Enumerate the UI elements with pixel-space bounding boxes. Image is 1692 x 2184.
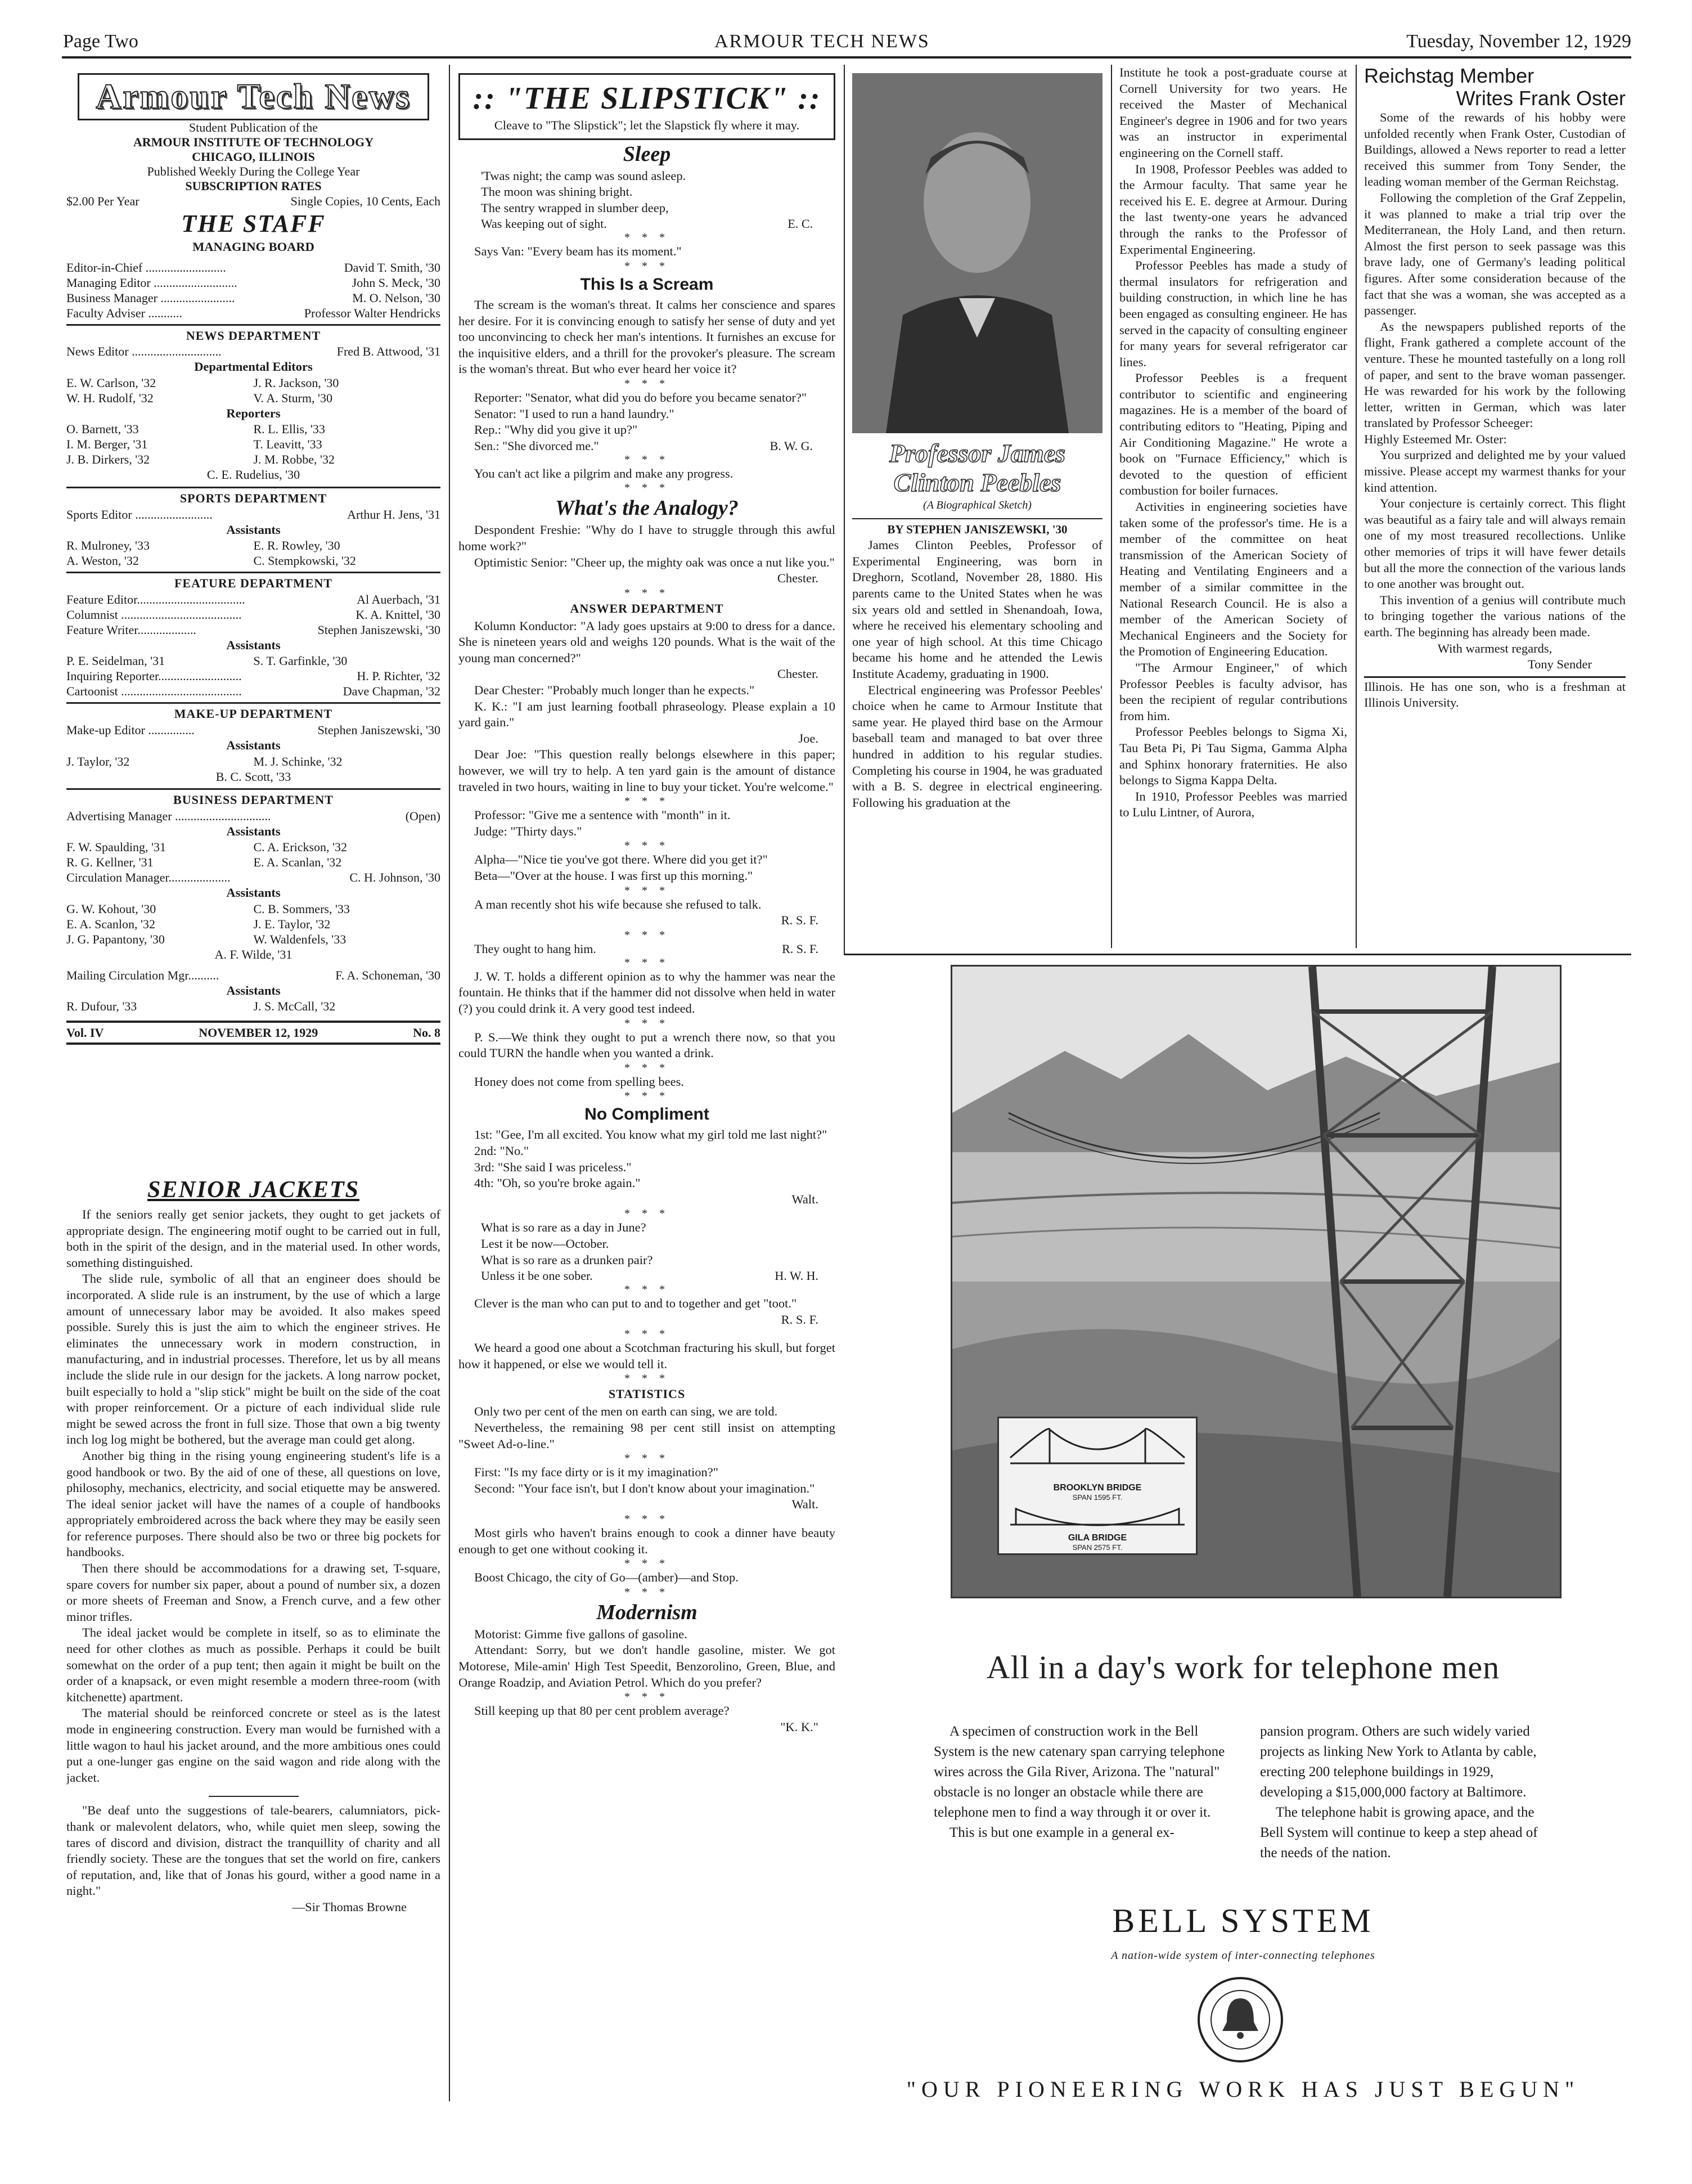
star-divider: * * * bbox=[624, 231, 669, 244]
item: Says Van: "Every beam has its moment." bbox=[474, 244, 682, 259]
star-divider: * * * bbox=[624, 1513, 669, 1526]
masthead-city: CHICAGO, ILLINOIS bbox=[192, 150, 315, 164]
signature: H. W. H. bbox=[775, 1269, 818, 1283]
staff-row: Circulation Manager.................... C. H. Johnson, '30 bbox=[66, 870, 440, 885]
item: Kolumn Konductor: "A lady goes upstairs at 9:00 to dress for a dance. She is nineteen years old and weighs 120 pounds. What is the wait of the young man concerned?" bbox=[458, 618, 835, 665]
subhead: Reporters bbox=[226, 406, 281, 420]
ad-paragraph: pansion program. Others are such widely varied projects as linking New York to Atlanta by cable, erecting 200 telephone buildings in 1929, developing a $15,000,000 factory at Baltimore. bbox=[1260, 1724, 1537, 1800]
biography-paragraph: In 1910, Professor Peebles was married to Lulu Lintner, of Aurora, bbox=[1119, 789, 1347, 820]
continued-text: Illinois. He has one son, who is a freshman at Illinois University. bbox=[1364, 679, 1626, 710]
item: Optimistic Senior: "Cheer up, the mighty oak was once a nut like you." bbox=[474, 555, 835, 569]
staff-pair: J. Taylor, '32 M. J. Schinke, '32 bbox=[66, 754, 343, 769]
column-divider bbox=[1111, 65, 1112, 948]
header-rule bbox=[62, 56, 1631, 59]
item: Second: "Your face isn't, but I don't know about your imagination." bbox=[474, 1481, 815, 1495]
signature: B. W. G. bbox=[770, 438, 813, 453]
editorial-paragraph: The ideal jacket would be complete in itself, so as to eliminate the need for other clothes as much as possible. Perhaps it could be built somewhat on the order of a pup tent; then again it might be built on the order of a knapsack, or even might resemble a modern three-room (with kitchenette) apartment. bbox=[66, 1625, 440, 1704]
staff-row: Inquiring Reporter........................... H. P. Richter, '32 bbox=[66, 669, 440, 684]
star-divider: * * * bbox=[624, 586, 669, 599]
staff-pair: R. G. Kellner, '31 E. A. Scanlan, '32 bbox=[66, 855, 342, 870]
bell-slogan: "OUR PIONEERING WORK HAS JUST BEGUN" bbox=[906, 2077, 1580, 2102]
staff-pair: E. A. Scanlon, '32 J. E. Taylor, '32 bbox=[66, 916, 331, 931]
verse-line: What is so rare as a day in June? bbox=[481, 1220, 646, 1235]
star-divider: * * * bbox=[624, 884, 669, 897]
staff-row: Business Manager ........................ M. O. Nelson, '30 bbox=[66, 290, 440, 305]
section-title: Sleep bbox=[623, 142, 671, 166]
letter-closing: With warmest regards, bbox=[1437, 641, 1552, 655]
item: Despondent Freshie: "Why do I have to struggle through this awful home work?" bbox=[458, 523, 835, 553]
divider bbox=[209, 1796, 299, 1797]
star-divider: * * * bbox=[624, 259, 669, 272]
rate-year: $2.00 Per Year bbox=[66, 194, 140, 208]
star-divider: * * * bbox=[624, 1017, 669, 1030]
item: Professor: "Give me a sentence with "month" in it. bbox=[474, 808, 731, 823]
letter-paragraph: This invention of a genius will contribute much to bringing together the various nations of the earth. The beginning has already been made. bbox=[1364, 592, 1626, 639]
bell-logo bbox=[1195, 1975, 1285, 2065]
biography-subtitle: (A Biographical Sketch) bbox=[923, 499, 1032, 511]
ad-headline: All in a day's work for telephone men bbox=[986, 1649, 1500, 1686]
item: The scream is the woman's threat. It calms her conscience and spares her desire. For it is convincing enough to satisfy her sense of duty and yet too unconvincing to check her man's intentions. It furnishes an excuse for the inquisitive elders, and a thrill for the provoker's pleasure. The scream is the woman's threat. But who ever heard her voice it? bbox=[458, 297, 835, 376]
star-divider: * * * bbox=[624, 795, 669, 808]
subhead: Assistants bbox=[226, 637, 281, 652]
item: P. S.—We think they ought to put a wrench there now, so that you could TURN the handle when you wanted a drink. bbox=[458, 1030, 835, 1060]
biography-paragraph: Professor Peebles has made a study of thermal insulators for refrigeration and building construction, in which line he has been engaged as consulting engineer. He has served in the capacity of consulting engineer for many years for several refrigerator car lines. bbox=[1119, 258, 1347, 369]
staff-row: Editor-in-Chief .......................... David T. Smith, '30 bbox=[66, 260, 440, 275]
item: 4th: "Oh, so you're broke again." bbox=[474, 1176, 641, 1190]
staff-pair: J. G. Papantony, '30 W. Waldenfels, '33 bbox=[66, 932, 346, 946]
item: Attendant: Sorry, but we don't handle gasoline, mister. We got Motorese, Mile-amin' High Test Speedit, Benzorolino, Green, Blue, and Orange Roadzip, and Aviation Petrol. Which do you prefer? bbox=[458, 1643, 835, 1689]
staff-pair: O. Barnett, '33 R. L. Ellis, '33 bbox=[66, 422, 325, 437]
slipstick-title: :: "THE SLIPSTICK" :: bbox=[472, 81, 821, 116]
staff-row: Cartoonist ....................................... Dave Chapman, '32 bbox=[66, 684, 440, 699]
masthead-title: Armour Tech News bbox=[96, 78, 411, 116]
biography-paragraph: Institute he took a post-graduate course at Cornell University for two years. He received the Master of Mechanical Engineer's degree in 1906 and for two years was an instructor in experimental engineering on the Cornell staff. bbox=[1119, 65, 1347, 160]
staff-pair: G. W. Kohout, '30 C. B. Sommers, '33 bbox=[66, 901, 350, 916]
rate-single: Single Copies, 10 Cents, Each bbox=[290, 194, 440, 208]
masthead-title-box bbox=[78, 73, 429, 120]
item: Judge: "Thirty days." bbox=[474, 824, 582, 838]
portrait-illustration bbox=[852, 73, 1102, 433]
ad-paragraph: The telephone habit is growing apace, and the Bell System will continue to keep a step ahead of the needs of the nation. bbox=[1260, 1805, 1538, 1861]
ad-paragraph: A specimen of construction work in the Bell System is the new catenary span carrying telephone wires across the Gila River, Arizona. The "natural" obstacle is no longer an obstacle while there are telephone men to find a way through it or over it. bbox=[934, 1724, 1225, 1820]
section-title: This Is a Scream bbox=[580, 275, 714, 294]
subhead: Assistants bbox=[226, 522, 281, 537]
article-title: Reichstag Member bbox=[1364, 65, 1534, 87]
bell-seal-icon bbox=[1195, 1975, 1285, 2065]
editorial-title: SENIOR JACKETS bbox=[147, 1177, 359, 1203]
star-divider: * * * bbox=[624, 956, 669, 969]
slipstick-motto: Cleave to "The Slipstick"; let the Slapstick fly where it may. bbox=[494, 118, 800, 132]
item: First: "Is my face dirty or is it my imagination?" bbox=[474, 1465, 718, 1480]
star-divider: * * * bbox=[624, 1207, 669, 1220]
item: Nevertheless, the remaining 98 per cent still insist on attempting "Sweet Ad-o-line." bbox=[458, 1421, 835, 1451]
staff-pair: A. Weston, '32 C. Stempkowski, '32 bbox=[66, 554, 356, 568]
staff-title: THE STAFF bbox=[181, 210, 326, 237]
biography-column bbox=[852, 439, 1102, 956]
biography-paragraph: In 1908, Professor Peebles was added to the Armour faculty. That same year he received his E. E. degree at Armour. During the last twenty-one years he advanced through the ranks to the Professor of Experimental Engineering. bbox=[1119, 161, 1347, 257]
reichstag-column bbox=[1364, 65, 1626, 948]
item: You can't act like a pilgrim and make any progress. bbox=[474, 466, 734, 480]
masthead-line: Student Publication of the bbox=[188, 120, 318, 134]
section-title: STATISTICS bbox=[608, 1387, 686, 1401]
editorial-column bbox=[66, 1173, 440, 2096]
slipstick-header-box bbox=[458, 73, 835, 140]
biography-paragraph: Professor Peebles belongs to Sigma Xi, Tau Beta Pi, Pi Tau Sigma, Gamma Alpha and Sphinx honorary fraternities. He also belongs to Sigma Kappa Delta. bbox=[1119, 725, 1347, 788]
staff-row: Managing Editor ........................... John S. Meck, '30 bbox=[66, 275, 440, 290]
verse-line: What is so rare as a drunken pair? bbox=[481, 1252, 653, 1267]
staff-row: Faculty Adviser ........... Professor Walter Hendricks bbox=[66, 305, 440, 320]
item: Honey does not come from spelling bees. bbox=[474, 1074, 685, 1089]
item: Beta—"Over at the house. I was first up this morning." bbox=[474, 869, 753, 883]
signature: E. C. bbox=[788, 217, 813, 231]
editorial-paragraph: The slide rule, symbolic of all that an engineer does should be incorporated. A slide rule is an instrument, by the use of which a large amount of unnecessary labor may be avoided. It also makes speed possible. Surely this is just the aim to which the engineer strives. He eliminates the unnecessary work in modern construction, in manufacturing, and in industrial processes. Therefore, let us by all means include the slide rule in our design for the jackets. A long narrow pocket, built especially to hold a "slip stick" might be built on the side of the coat with proper reinforcement. Or a picture of each individual slide rule might be sewed across the front in full size. Those that own a big twenty inch log log might be bothered, but the average man could get along. bbox=[66, 1271, 440, 1447]
managing-board-title: MANAGING BOARD bbox=[192, 240, 314, 254]
ad-body-left bbox=[934, 1722, 1226, 1843]
masthead-institute: ARMOUR INSTITUTE OF TECHNOLOGY bbox=[133, 135, 374, 149]
star-divider: * * * bbox=[624, 1372, 669, 1385]
item: Rep.: "Why did you give it up?" bbox=[474, 423, 638, 437]
bridge-inset bbox=[997, 1417, 1198, 1555]
star-divider: * * * bbox=[624, 453, 669, 466]
star-divider: * * * bbox=[624, 1061, 669, 1074]
signature: Walt. bbox=[791, 1497, 818, 1512]
editorial-paragraph: Another big thing in the rising young engineering student's life is a good handbook or two. By the aid of one of these, all questions on love, philosophy, mechanics, electricity, and social etiquette may be answered. The ideal senior jacket will have the names of a couple of handbooks appropriately embroidered across the back where they may be easily seen for reference purposes. There should also be two or three big pockets for handbooks. bbox=[66, 1448, 440, 1560]
section-rule bbox=[844, 954, 1631, 955]
letter-paragraph: You surprized and delighted me by your valued missive. Please accept my warmest thanks for your kind attention. bbox=[1364, 448, 1626, 495]
byline: BY STEPHEN JANISZEWSKI, '30 bbox=[887, 522, 1068, 536]
item: 3rd: "She said I was priceless." bbox=[474, 1160, 632, 1174]
item: Clever is the man who can put to and to together and get "toot." bbox=[474, 1296, 797, 1311]
item: Still keeping up that 80 per cent problem average? bbox=[474, 1704, 730, 1718]
article-paragraph: Following the completion of the Graf Zeppelin, it was planned to make a trial trip over the Mediterranean, the Holy Land, and then return. Almost the first person to seek passage was this brave lady, one of Germany's leading political figures. After some consideration because of the fact that she was a woman, she was accepted as a passenger. bbox=[1364, 190, 1626, 318]
news-department-title: NEWS DEPARTMENT bbox=[66, 324, 440, 344]
slipstick-column bbox=[458, 73, 835, 2098]
biography-paragraph: Activities in engineering societies have taken some of the professor's time. He is a member of the committee on heat transmission of the American Society of Heating and Ventilating Engineers and a member of a similar committee in the National Research Council. He is also a member of the American Society of Mechanical Engineers and the Society for the Promotion of Engineering Education. bbox=[1119, 500, 1347, 659]
editorial-quote: "Be deaf unto the suggestions of tale-bearers, calumniators, pick-thank or malevolent delators, who, while quiet men sleep, sowing the tares of discord and division, distract the tranquillity of charity and all friendly society. These are the tongues that set the world on fire, cankers of reputation, and, like that of Jonas his gourd, wither a good name in a night." bbox=[66, 1803, 440, 1898]
inset-span: SPAN 2575 FT. bbox=[1072, 1543, 1123, 1552]
signature: R. S. F. bbox=[781, 1312, 818, 1327]
business-department-title: BUSINESS DEPARTMENT bbox=[66, 788, 440, 808]
item: K. K.: "I am just learning football phraseology. Please explain a 10 yard gain." bbox=[458, 699, 835, 730]
biography-column-2 bbox=[1119, 65, 1347, 948]
staff-row: Sports Editor ......................... Arthur H. Jens, '31 bbox=[66, 507, 440, 522]
verse-line: The moon was shining bright. bbox=[481, 185, 633, 199]
editorial-paragraph: If the seniors really get senior jackets, they ought to get jackets of appropriate design. The engineering motif ought to be carried out in full, both in the spirit of the design, and in the material used. In other words, something distinguished. bbox=[66, 1207, 440, 1270]
section-title: ANSWER DEPARTMENT bbox=[570, 601, 724, 615]
verse-line: The sentry wrapped in slumber deep, bbox=[481, 200, 669, 215]
staff-pair: R. Mulroney, '33 E. R. Rowley, '30 bbox=[66, 538, 340, 553]
staff-single: C. E. Rudelius, '30 bbox=[206, 468, 300, 482]
inset-label: BROOKLYN BRIDGE bbox=[1053, 1483, 1142, 1493]
gila-bridge-icon bbox=[999, 1502, 1196, 1530]
column-divider bbox=[844, 65, 845, 954]
staff-row: Advertising Manager ............................... (Open) bbox=[66, 808, 440, 823]
biography-paragraph: Professor Peebles is a frequent contributor to scientific and engineering magazines. He is a member of the board of contributing editors to "Heating, Piping and Air Conditioning Magazine." He wrote a book on "Furnace Efficiency," which is devoted to the question of efficient combustion for boiler furnaces. bbox=[1119, 371, 1347, 498]
star-divider: * * * bbox=[624, 1585, 669, 1598]
subhead: Assistants bbox=[226, 824, 281, 838]
staff-row: Mailing Circulation Mgr.......... F. A. Schoneman, '30 bbox=[66, 968, 440, 982]
verse-line: 'Twas night; the camp was sound asleep. bbox=[481, 168, 686, 183]
verse-line: Was keeping out of sight. bbox=[481, 217, 607, 231]
item: Boost Chicago, the city of Go—(amber)—and Stop. bbox=[474, 1570, 739, 1585]
item: Only two per cent of the men on earth can sing, we are told. bbox=[474, 1404, 778, 1419]
item: We heard a good one about a Scotchman fracturing his skull, but forget how it happened, or else we would tell it. bbox=[458, 1341, 835, 1371]
bell-tagline: A nation-wide system of inter-connecting telephones bbox=[1111, 1949, 1375, 1962]
star-divider: * * * bbox=[624, 1452, 669, 1465]
item: J. W. T. holds a different opinion as to why the hammer was near the fountain. He thinks that if the hammer did not dissolve when held in water (?) you could drink it. A very good test indeed. bbox=[458, 969, 835, 1015]
paper-name: ARMOUR TECH NEWS bbox=[714, 31, 930, 52]
item: A man recently shot his wife because she refused to talk. bbox=[474, 897, 762, 911]
star-divider: * * * bbox=[624, 1283, 669, 1296]
article-title: Writes Frank Oster bbox=[1456, 87, 1626, 110]
item: Dear Chester: "Probably much longer than he expects." bbox=[474, 683, 755, 698]
staff-pair: R. Dufour, '33 J. S. McCall, '32 bbox=[66, 999, 336, 1014]
star-divider: * * * bbox=[624, 377, 669, 390]
star-divider: * * * bbox=[624, 1557, 669, 1570]
item: They ought to hang him. bbox=[474, 941, 596, 956]
item: Alpha—"Nice tie you've got there. Where did you get it?" bbox=[474, 852, 768, 867]
verse-line: Unless it be one sober. bbox=[481, 1269, 593, 1283]
staff-pair: I. M. Berger, '31 T. Leavitt, '33 bbox=[66, 437, 322, 452]
staff-single: B. C. Scott, '33 bbox=[215, 769, 291, 784]
signature: Walt. bbox=[791, 1192, 818, 1206]
staff-row: Make-up Editor ............... Stephen Janiszewski, '30 bbox=[66, 722, 440, 737]
column-divider bbox=[449, 65, 450, 2101]
staff-pair: W. H. Rudolf, '32 V. A. Sturm, '30 bbox=[66, 390, 332, 405]
article-paragraph: Some of the rewards of his hobby were unfolded recently when Frank Oster, Custodian of Buildings, allowed a News reporter to read a letter received this summer from Tony Sender, the leading woman member of the German Reichstag. bbox=[1364, 110, 1626, 189]
item: Sen.: "She divorced me." bbox=[474, 438, 599, 453]
item: Motorist: Gimme five gallons of gasoline. bbox=[474, 1626, 687, 1641]
sports-department-title: SPORTS DEPARTMENT bbox=[66, 487, 440, 507]
section-title: No Compliment bbox=[584, 1105, 709, 1124]
signature: R. S. F. bbox=[781, 913, 818, 928]
ad-paragraph: This is but one example in a general ex- bbox=[950, 1825, 1174, 1840]
biography-paragraph: "The Armour Engineer," of which Professor Peebles is faculty advisor, has been the recipient of regular contributions from him. bbox=[1119, 660, 1347, 723]
article-paragraph: As the newspapers published reports of the flight, Frank gathered a complete account of the venture. These he mounted tastefully on a long roll of paper, and sent to the brave woman passenger. He was rewarded for his work by the following letter, written in German, which was later translated by Professor Scheeger: bbox=[1364, 319, 1626, 430]
star-divider: * * * bbox=[624, 839, 669, 852]
volume-line: Vol. IV NOVEMBER 12, 1929 No. 8 bbox=[66, 1021, 440, 1045]
staff-single: A. F. Wilde, '31 bbox=[214, 947, 292, 961]
star-divider: * * * bbox=[624, 482, 669, 495]
editorial-paragraph: Then there should be accommodations for a drawing set, T-square, spare covers for number six paper, about a pound of number six, a dozen or more sheets of Freeman and Snow, a French curve, and a few other minor trifles. bbox=[66, 1561, 440, 1624]
star-divider: * * * bbox=[624, 1090, 669, 1103]
star-divider: * * * bbox=[624, 928, 669, 941]
section-title: Modernism bbox=[596, 1600, 698, 1624]
feature-department-title: FEATURE DEPARTMENT bbox=[66, 572, 440, 592]
item: Reporter: "Senator, what did you do before you became senator?" bbox=[474, 390, 807, 405]
item: Dear Joe: "This question really belongs elsewhere in this paper; however, we will try to help. A ten yard gain is the amount of distance traveled in two hours, waiting in line to buy your ticket. You're welcome." bbox=[458, 747, 835, 794]
star-divider: * * * bbox=[624, 1691, 669, 1704]
bell-brand: BELL SYSTEM bbox=[1112, 1902, 1374, 1939]
inset-span: SPAN 1595 FT. bbox=[1072, 1493, 1123, 1502]
subhead: Assistants bbox=[226, 983, 281, 997]
subhead: Departmental Editors bbox=[194, 359, 313, 374]
portrait-photo bbox=[852, 73, 1102, 433]
page-number: Page Two bbox=[63, 31, 138, 52]
rates-title: SUBSCRIPTION RATES bbox=[185, 179, 322, 193]
staff-pair: P. E. Seidelman, '31 S. T. Garfinkle, '30 bbox=[66, 654, 348, 668]
editorial-paragraph: The material should be reinforced concrete or steel as is the latest mode in engineering construction. Every man would be furnished with a little wagon to haul his jacket around, and the more ambitious ones could put a one-lunger gas engine on the said wagon and ride along with the jacket. bbox=[66, 1706, 440, 1785]
inset-label: GILA BRIDGE bbox=[1068, 1533, 1127, 1543]
verse-line: Lest it be now—October. bbox=[481, 1236, 609, 1251]
signature: Chester. bbox=[777, 571, 818, 586]
item: Most girls who haven't brains enough to cook a dinner have beauty enough to get one without cooking it. bbox=[458, 1526, 835, 1556]
staff-row: Columnist ....................................... K. A. Knittel, '30 bbox=[66, 607, 440, 622]
issue-date: Tuesday, November 12, 1929 bbox=[1406, 31, 1631, 52]
letter-paragraph: Your conjecture is certainly correct. This flight was beautiful as a fairy tale and will always remain one of my most treasured recollections. Unlike other memories of trips it will have fewer details but all the more the connection of the various lands to one another was brought out. bbox=[1364, 496, 1626, 591]
item: Senator: "I used to run a hand laundry." bbox=[474, 406, 674, 421]
staff-row: Feature Editor................................... Al Auerbach, '31 bbox=[66, 592, 440, 606]
biography-title: Professor James Clinton Peebles bbox=[889, 439, 1066, 497]
staff-pair: J. B. Dirkers, '32 J. M. Robbe, '32 bbox=[66, 452, 335, 467]
masthead-schedule: Published Weekly During the College Year bbox=[147, 164, 360, 178]
biography-paragraph: Electrical engineering was Professor Peebles' choice when he came to Armour Institute that same year. He played third base on the Armour baseball team and managed to bat over three hundred in addition to his regular studies. Completing his course in 1904, he was graduated with a B. S. degree in electrical engineering. Following his graduation at the bbox=[852, 682, 1102, 810]
section-title: What's the Analogy? bbox=[555, 496, 739, 520]
star-divider: * * * bbox=[624, 1328, 669, 1341]
signature: R. S. F. bbox=[782, 941, 818, 956]
staff-pair: E. W. Carlson, '32 J. R. Jackson, '30 bbox=[66, 375, 339, 390]
letter-signer: Tony Sender bbox=[1527, 657, 1592, 672]
masthead-column bbox=[66, 73, 440, 1159]
staff-row: News Editor ............................. Fred B. Attwood, '31 bbox=[66, 344, 440, 359]
quote-attribution: —Sir Thomas Browne bbox=[292, 1899, 407, 1914]
signature: "K. K." bbox=[780, 1719, 818, 1734]
brooklyn-bridge-icon bbox=[999, 1418, 1196, 1480]
subhead: Assistants bbox=[226, 738, 281, 752]
salutation: Highly Esteemed Mr. Oster: bbox=[1364, 432, 1507, 446]
item: 1st: "Gee, I'm all excited. You know what my girl told me last night?" bbox=[474, 1127, 827, 1142]
ad-body-right bbox=[1260, 1722, 1552, 1863]
column-divider bbox=[1356, 65, 1357, 948]
biography-paragraph: James Clinton Peebles, Professor of Experimental Engineering, was born in Dreghorn, Scotland, November 28, 1880. His parents came to the United States when he was six years old and settled in Shenandoah, Iowa, where he received his elementary schooling and one year of high school. At this time Chicago became his home and he attended the Lewis Institute Academy, graduating in 1900. bbox=[852, 538, 1102, 681]
staff-pair: F. W. Spaulding, '31 C. A. Erickson, '32 bbox=[66, 840, 348, 855]
staff-row: Feature Writer................... Stephen Janiszewski, '30 bbox=[66, 622, 440, 637]
signature: Joe. bbox=[798, 731, 818, 745]
makeup-department-title: MAKE-UP DEPARTMENT bbox=[66, 702, 440, 722]
signature: Chester. bbox=[777, 667, 818, 681]
subhead: Assistants bbox=[226, 886, 281, 900]
ad-illustration bbox=[951, 965, 1562, 1598]
item: 2nd: "No." bbox=[474, 1143, 529, 1158]
